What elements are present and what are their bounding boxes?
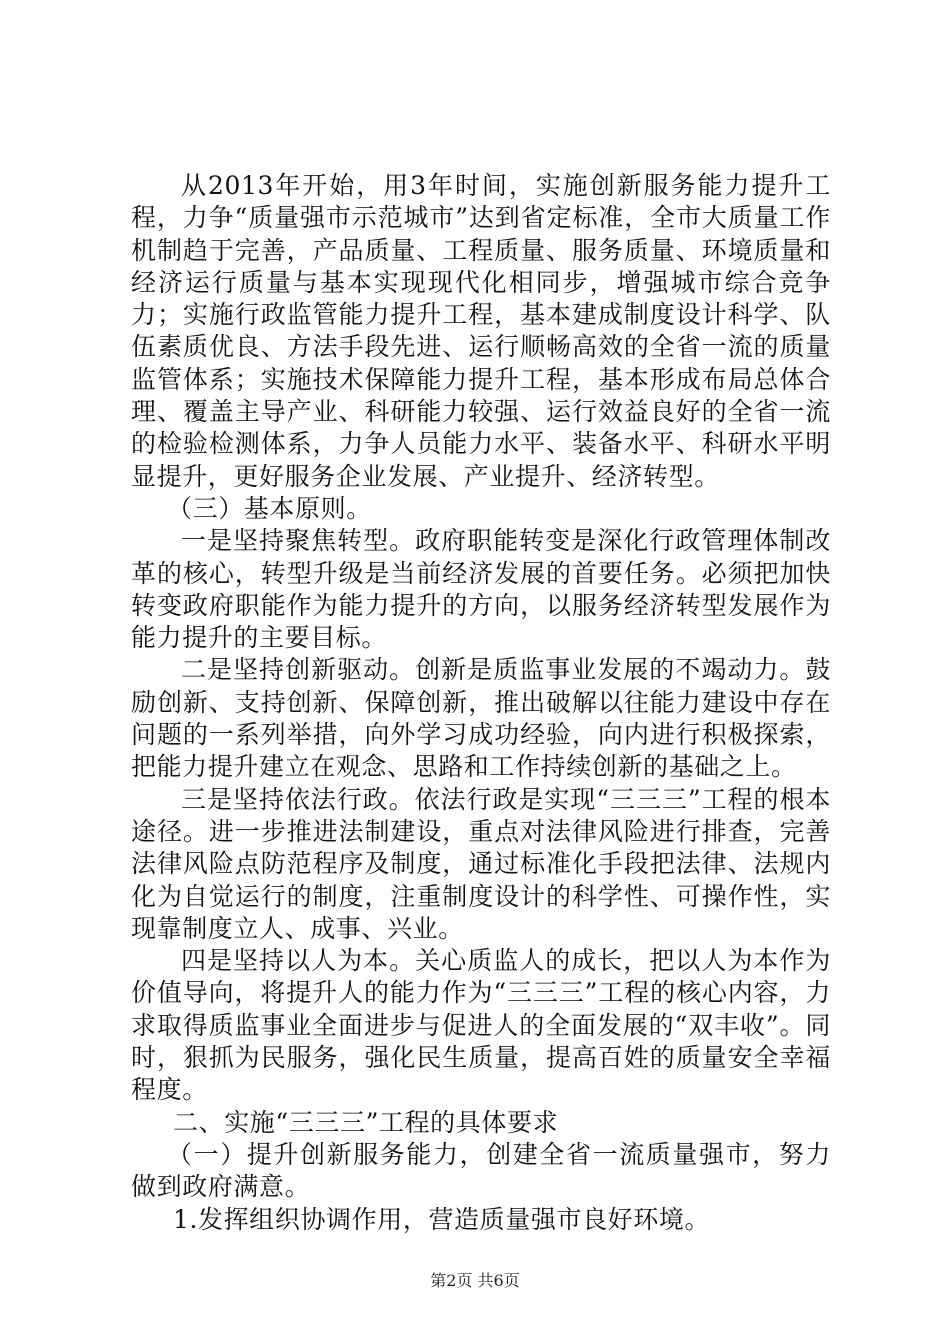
subsection-heading-innovation: （一）提升创新服务能力，创建全省一流质量强市，努力做到政府满意。	[131, 1139, 831, 1202]
paragraph-principle-four: 四是坚持以人为本。关心质监人的成长，把以人为本作为价值导向，将提升人的能力作为“三三三”工程的核心内容，力求取得质监事业全面进步与促进人的全面发展的“双丰收”。同时，狠抓为民服务，强化民生质量，提高百姓的质量安全幸福程度。	[131, 946, 831, 1105]
document-body	[131, 170, 831, 1236]
paragraph-goals: 从2013年开始，用3年时间，实施创新服务能力提升工程，力争“质量强市示范城市”达到省定标准，全市大质量工作机制趋于完善，产品质量、工程质量、服务质量、环境质量和经济运行质量与基本实现现代化相同步，增强城市综合竞争力；实施行政监管能力提升工程，基本建成制度设计科学、队伍素质优良、方法手段先进、运行顺畅高效的全省一流的质量监管体系；实施技术保障能力提升工程，基本形成布局总体合理、覆盖主导产业、科研能力较强、运行效益良好的全省一流的检验检测体系，力争人员能力水平、装备水平、科研水平明显提升，更好服务企业发展、产业提升、经济转型。	[131, 171, 831, 491]
paragraph-principle-three: 三是坚持依法行政。依法行政是实现“三三三”工程的根本途径。进一步推进法制建设，重点对法律风险进行排查，完善法律风险点防范程序及制度，通过标准化手段把法律、法规内化为自觉运行的制度，注重制度设计的科学性、可操作性，实现靠制度立人、成事、兴业。	[131, 784, 831, 943]
paragraph-principle-two: 二是坚持创新驱动。创新是质监事业发展的不竭动力。鼓励创新、支持创新、保障创新，推出破解以往能力建设中存在问题的一系列举措，向外学习成功经验，向内进行积极探索，把能力提升建立在观念、思路和工作持续创新的基础之上。	[131, 655, 831, 782]
page-number-footer: 第2页 共6页	[430, 1271, 520, 1290]
paragraph-principle-one: 一是坚持聚焦转型。政府职能转变是深化行政管理体制改革的核心，转型升级是当前经济发展的首要任务。必须把加快转变政府职能作为能力提升的方向，以服务经济转型发展作为能力提升的主要目标。	[131, 526, 831, 653]
item-heading-coordination: 1.发挥组织协调作用，营造质量强市良好环境。	[173, 1204, 711, 1234]
section-heading-requirements: 二、实施“三三三”工程的具体要求	[173, 1107, 559, 1137]
section-heading-basic-principles: （三）基本原则。	[167, 493, 372, 523]
